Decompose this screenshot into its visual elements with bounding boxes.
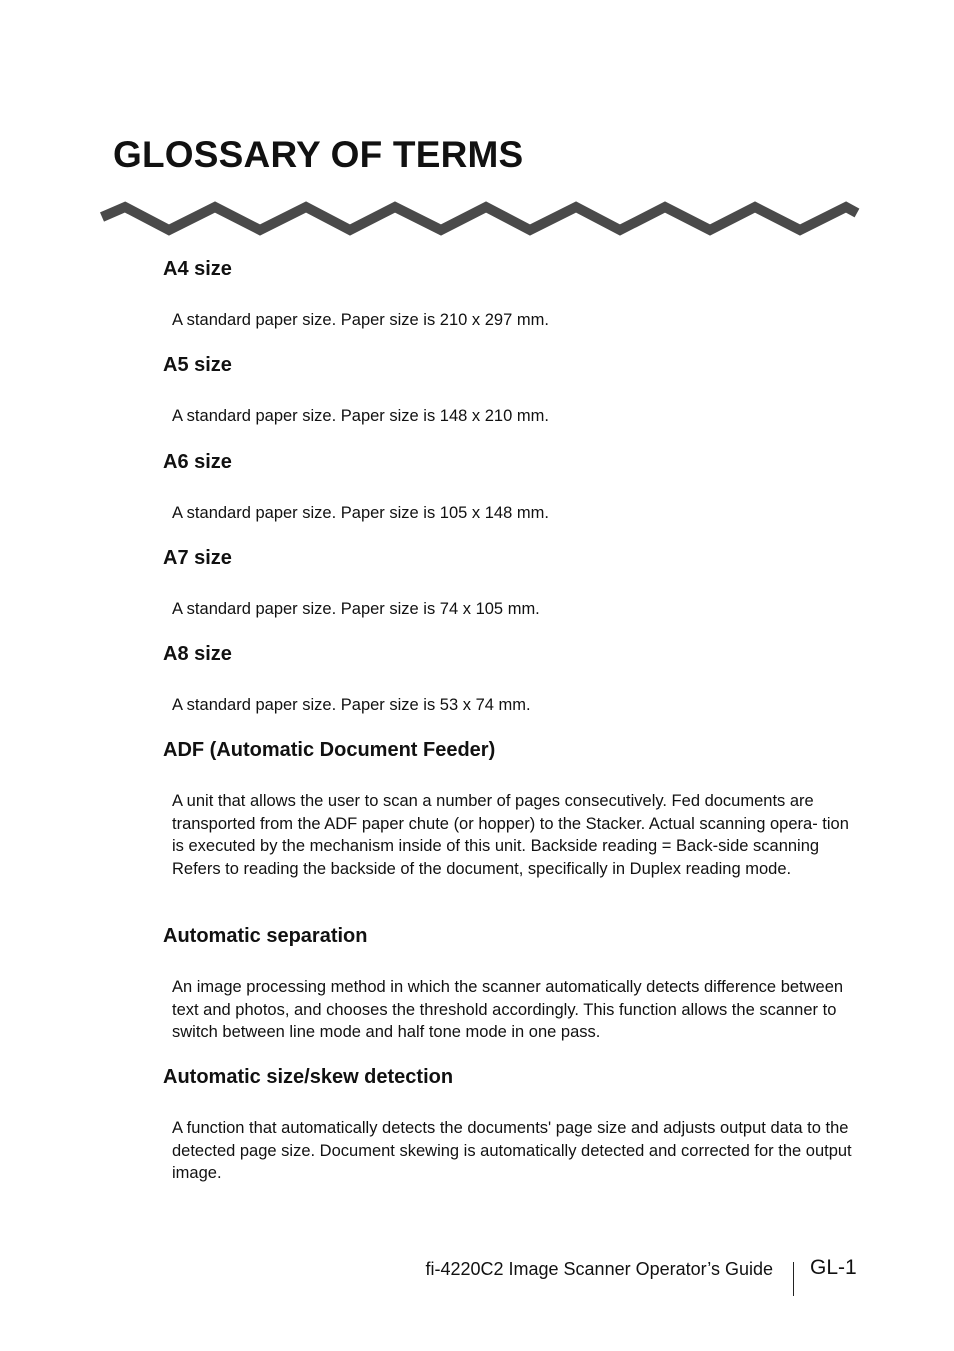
page-title: GLOSSARY OF TERMS <box>113 134 524 175</box>
glossary-definition-a7-size: A standard paper size. Paper size is 74 x 105 mm. <box>172 600 540 618</box>
footer-divider <box>793 1262 794 1296</box>
glossary-definition-a6-size: A standard paper size. Paper size is 105 x 148 mm. <box>172 504 549 522</box>
glossary-term-a7-size: A7 size <box>163 547 232 569</box>
glossary-definition-automatic-size-skew-detection: A function that automatically detects the documents' page size and adjusts output data to the detected page size. Document skewing is automatically detected and corrected for the output image. <box>172 1119 852 1182</box>
glossary-term-a4-size: A4 size <box>163 258 232 280</box>
glossary-term-adf: ADF (Automatic Document Feeder) <box>163 739 496 761</box>
glossary-term-a6-size: A6 size <box>163 451 232 473</box>
glossary-term-automatic-size-skew-detection: Automatic size/skew detection <box>163 1066 454 1088</box>
footer-guide-title: fi-4220C2 Image Scanner Operator’s Guide <box>425 1259 773 1279</box>
glossary-term-automatic-separation: Automatic separation <box>163 925 368 947</box>
glossary-definition-a8-size: A standard paper size. Paper size is 53 x 74 mm. <box>172 696 531 714</box>
zigzag-divider <box>98 196 860 242</box>
glossary-term-a8-size: A8 size <box>163 643 232 665</box>
glossary-definition-adf: A unit that allows the user to scan a number of pages consecutively. Fed documents are transported from the ADF paper chute (or hopper) to the Stacker. Actual scanning opera- tion is executed by the mechanism inside of this unit. Backside reading = Back-side scanning Refers to reading the backside of the document, specifically in Duplex reading mode. <box>172 792 849 878</box>
glossary-term-a5-size: A5 size <box>163 354 232 376</box>
glossary-definition-a4-size: A standard paper size. Paper size is 210 x 297 mm. <box>172 311 549 329</box>
glossary-definition-a5-size: A standard paper size. Paper size is 148 x 210 mm. <box>172 407 549 425</box>
glossary-definition-automatic-separation: An image processing method in which the scanner automatically detects difference between text and photos, and chooses the threshold accordingly. This function allows the scanner to switch between line mode and half tone mode in one pass. <box>172 978 844 1041</box>
footer-page-number: GL-1 <box>810 1256 857 1279</box>
